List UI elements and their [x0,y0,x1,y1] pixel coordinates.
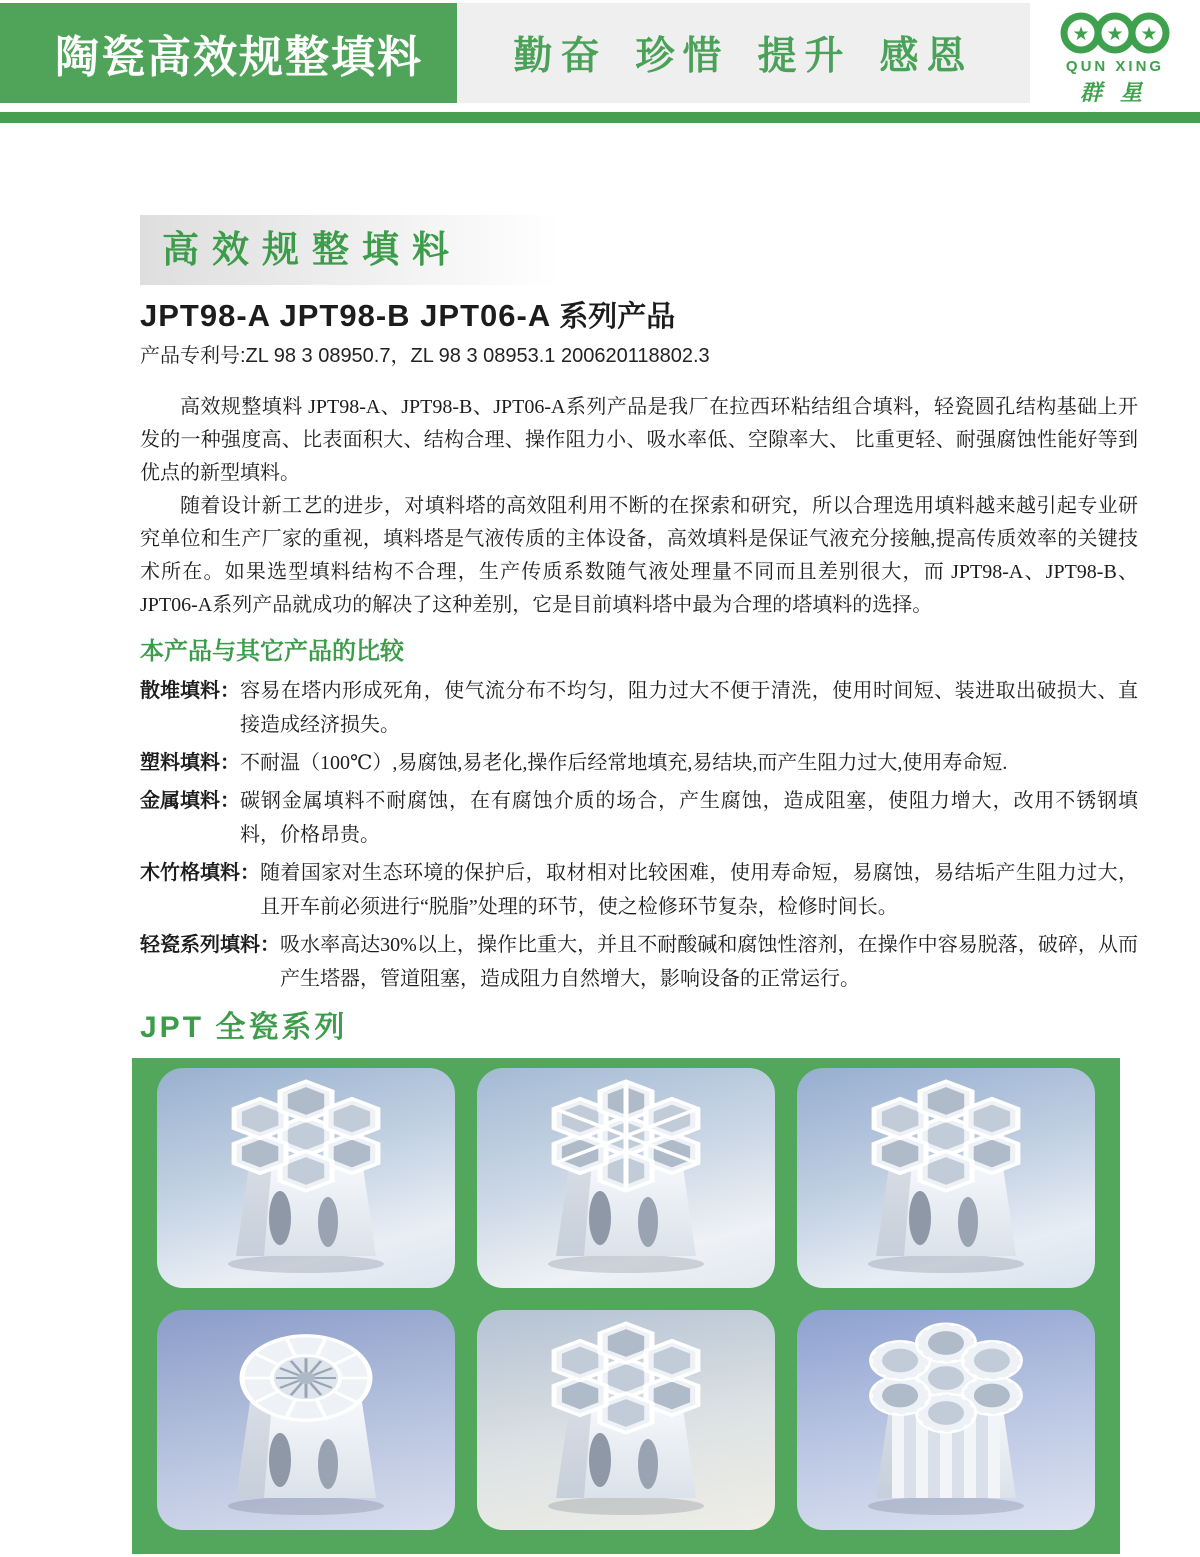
compare-item-text: 不耐温（100℃）,易腐蚀,易老化,操作后经常地填充,易结块,而产生阻力过大,使用寿命短. [240,752,1008,774]
product-image-5 [477,1310,775,1530]
slogan-word: 感恩 [879,35,974,78]
section-band [140,215,560,285]
product-image-3 [797,1068,1095,1288]
compare-item-label: 散堆填料： [140,680,240,702]
company-logo [1030,3,1200,103]
compare-item-label: 金属填料： [140,790,240,812]
compare-item [140,856,1138,924]
slogan-word: 珍惜 [635,35,730,78]
series-title-models: JPT98-A JPT98-B JPT06-A [140,298,552,333]
compare-item [140,928,1138,996]
compare-item-label: 塑料填料： [140,752,240,774]
section-title: 高效规整填料 [162,229,462,270]
slogan-panel [457,3,1030,103]
compare-item-text: 吸水率高达30%以上，操作比重大，并且不耐酸碱和腐蚀性溶剂，在操作中容易脱落，破碎，从而产生塔器，管道阻塞，造成阻力自然增大，影响设备的正常运行。 [280,934,1138,990]
compare-item [140,746,1138,780]
series-title-suffix: 系列产品 [559,301,676,333]
main-content [0,215,1200,1554]
svg-text:★: ★ [1106,24,1124,45]
page-header [0,3,1200,103]
compare-list [140,674,1138,996]
product-image-2 [477,1068,775,1288]
slogan-word: 勤奋 [513,35,608,78]
product-image-6 [797,1310,1095,1530]
compare-heading: 本产品与其它产品的比较 [140,638,404,665]
product-gallery-panel [132,1058,1120,1554]
compare-item-text: 碳钢金属填料不耐腐蚀，在有腐蚀介质的场合，产生腐蚀，造成阻塞，使阻力增大，改用不锈钢填料，价格昂贵。 [240,790,1138,846]
svg-text:★: ★ [1072,24,1090,45]
compare-item [140,674,1138,742]
compare-item-text: 随着国家对生态环境的保护后，取材相对比较困难，使用寿命短，易腐蚀，易结垢产生阻力过大，且开车前必须进行“脱脂”处理的环节，使之检修环节复杂，检修时间长。 [260,862,1138,918]
svg-text:★: ★ [1140,24,1158,45]
intro-paragraphs [140,391,1138,622]
compare-item-label: 轻瓷系列填料： [140,934,280,956]
product-image-1 [157,1068,455,1288]
logo-cjk-text: 群星 [1079,80,1160,105]
compare-item [140,784,1138,852]
series-title [140,297,1138,341]
title-banner [0,3,457,103]
compare-item-text: 容易在塔内形成死角，使气流分布不均匀，阻力过大不便于清洗，使用时间短、装进取出破损大、直接造成经济损失。 [240,680,1138,736]
intro-paragraph-2: 随着设计新工艺的进步，对填料塔的高效阻利用不断的在探索和研究，所以合理选用填料越来越引起专业研究单位和生产厂家的重视，填料塔是气液传质的主体设备，高效填料是保证气液充分接触,提高传质效率的关键技术所在。如果选型填料结构不合理，生产传质系数随气液处理量不同而且差别很大，而 JPT98-A、JPT98-B、JPT06-A系列产品就成功的解决了这种差别，它是目前填料塔中最为合理的塔填料的选择。 [140,495,1138,616]
patent-line: 产品专利号:ZL 98 3 08950.7，ZL 98 3 08953.1 200620118802.3 [140,345,710,367]
compare-item-label: 木竹格填料： [140,862,260,884]
header-divider [0,112,1200,123]
product-image-4 [157,1310,455,1530]
intro-paragraph-1: 高效规整填料 JPT98-A、JPT98-B、JPT06-A系列产品是我厂在拉西环粘结组合填料，轻瓷圆孔结构基础上开发的一种强度高、比表面积大、结构合理、操作阻力小、吸水率低、空隙率大、 比重更轻、耐强腐蚀性能好等到优点的新型填料。 [140,396,1138,484]
page-title: 陶瓷高效规整填料 [55,33,423,82]
slogan-word: 提升 [757,35,852,78]
gallery-heading: JPT 全瓷系列 [140,1011,348,1044]
three-star-rings-icon [1053,11,1177,60]
logo-latin-text: QUN XING [1065,58,1165,75]
